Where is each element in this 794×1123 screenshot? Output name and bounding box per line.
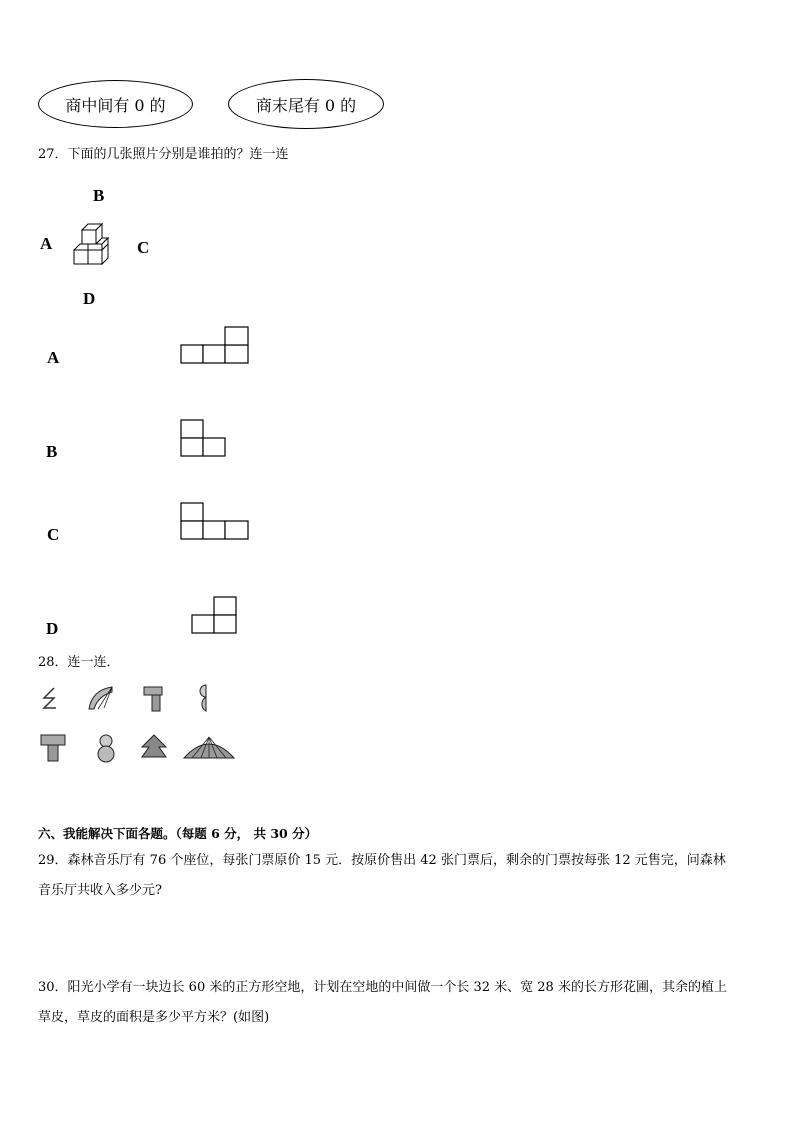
q29-line-1: 29．森林音乐厅有 76 个座位，每张门票原价 15 元．按原价售出 42 张门票后，剩余的门票按每张 12 元售完，问森林 <box>38 853 726 868</box>
observer-b-label: B <box>93 186 105 205</box>
half-mushroom-icon[interactable] <box>142 683 164 713</box>
oval-right-label: 商末尾有 0 的 <box>255 95 357 115</box>
half-zigzag-icon[interactable] <box>40 686 60 712</box>
tree-icon[interactable] <box>139 733 169 761</box>
half-umbrella-icon[interactable] <box>86 684 114 712</box>
view-d-label: D <box>46 619 59 638</box>
view-c-shape <box>181 503 249 540</box>
q27-title: 27．下面的几张照片分别是谁拍的？连一连 <box>38 147 289 162</box>
cube-stack-figure <box>66 218 116 276</box>
view-b-label: B <box>46 442 58 461</box>
view-d-shape <box>192 597 237 634</box>
oval-left-label: 商中间有 0 的 <box>65 95 166 115</box>
view-a-label: A <box>47 348 60 367</box>
view-c-label: C <box>47 525 60 544</box>
umbrella-icon[interactable] <box>182 734 236 760</box>
q28-title: 28．连一连． <box>38 655 120 670</box>
mushroom-icon[interactable] <box>40 733 66 763</box>
section-6-heading: 六、我能解决下面各题。（每题 6 分， 共 30 分） <box>38 826 318 841</box>
observer-d-label: D <box>83 289 96 308</box>
half-snowman-icon[interactable] <box>196 683 212 713</box>
snowman-icon[interactable] <box>94 733 118 763</box>
view-a-shape <box>181 327 249 364</box>
observer-a-label: A <box>40 234 53 253</box>
observer-c-label: C <box>137 238 150 257</box>
view-b-shape <box>181 420 226 457</box>
q30-line-1: 30．阳光小学有一块边长 60 米的正方形空地，计划在空地的中间做一个长 32 米、宽 28 米的长方形花圃，其余的植上 <box>38 980 727 995</box>
q29-line-2: 音乐厅共收入多少元? <box>38 883 162 898</box>
quotient-end-zero-oval[interactable] <box>228 79 384 129</box>
q30-line-2: 草皮，草皮的面积是多少平方米？(如图) <box>38 1010 270 1025</box>
quotient-middle-zero-oval[interactable] <box>38 80 193 128</box>
